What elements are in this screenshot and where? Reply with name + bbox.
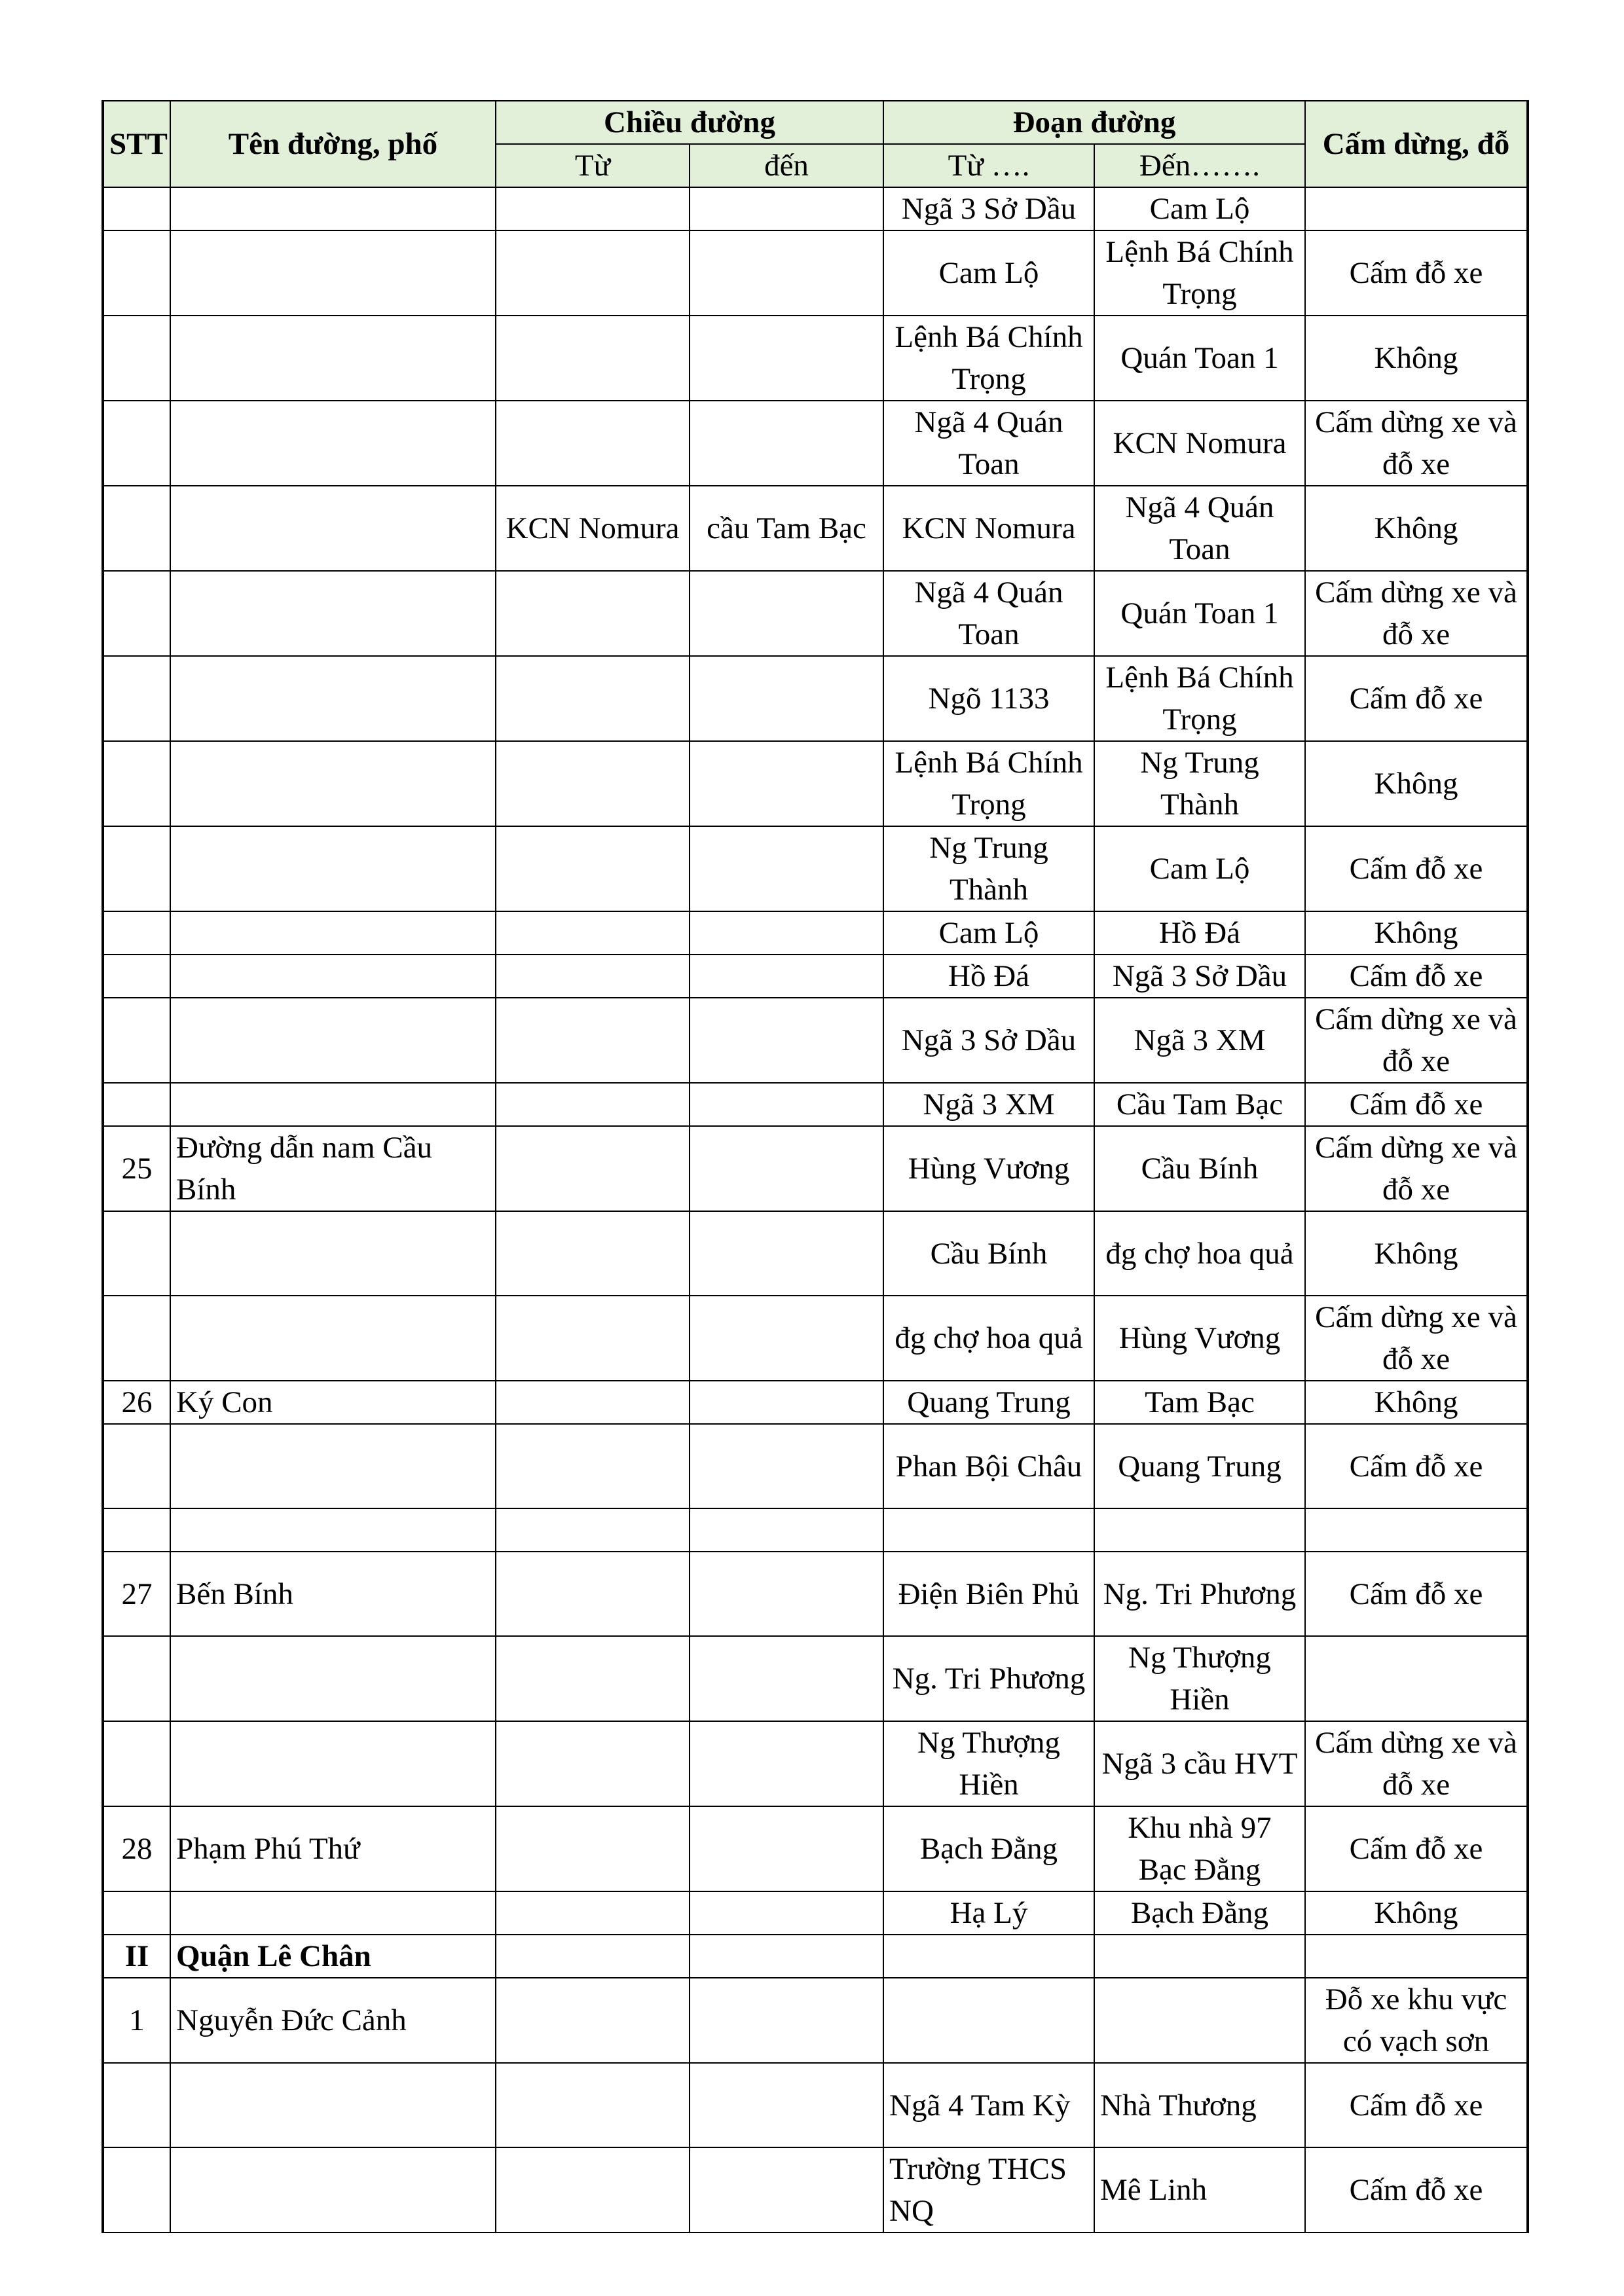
cell-segment-from: Ng Trung Thành xyxy=(883,826,1094,911)
cell-segment-from: Ngã 3 XM xyxy=(883,1083,1094,1126)
cell-segment-from: Quang Trung xyxy=(883,1381,1094,1424)
table-row xyxy=(103,187,1528,230)
cell-direction-to xyxy=(690,571,883,656)
cell-direction-to xyxy=(690,998,883,1083)
table-row xyxy=(103,1552,1528,1636)
cell-segment-from: Ng Thượng Hiền xyxy=(883,1721,1094,1806)
cell-segment-from: Hạ Lý xyxy=(883,1891,1094,1935)
cell-direction-from xyxy=(496,656,690,741)
table-body xyxy=(103,187,1528,2232)
cell-segment-to: Cầu Tam Bạc xyxy=(1094,1083,1305,1126)
cell-parking-ban: Không xyxy=(1305,1891,1528,1935)
table-row xyxy=(103,955,1528,998)
cell-direction-from xyxy=(496,1126,690,1211)
cell-segment-to: Ngã 4 Quán Toan xyxy=(1094,486,1305,571)
cell-stt xyxy=(103,1721,170,1806)
cell-direction-to xyxy=(690,1381,883,1424)
cell-segment-from: Lệnh Bá Chính Trọng xyxy=(883,316,1094,401)
cell-stt xyxy=(103,955,170,998)
cell-stt xyxy=(103,826,170,911)
cell-segment-from xyxy=(883,1978,1094,2063)
cell-direction-from xyxy=(496,741,690,826)
cell-segment-to: Cầu Bính xyxy=(1094,1126,1305,1211)
cell-direction-from xyxy=(496,911,690,955)
cell-segment-to: Bạch Đằng xyxy=(1094,1891,1305,1935)
cell-segment-to: đg chợ hoa quả xyxy=(1094,1211,1305,1296)
cell-parking-ban: Không xyxy=(1305,486,1528,571)
cell-direction-to xyxy=(690,1891,883,1935)
cell-stt xyxy=(103,1508,170,1552)
cell-segment-to: Ngã 3 Sở Dầu xyxy=(1094,955,1305,998)
table-row xyxy=(103,1211,1528,1296)
cell-direction-to xyxy=(690,316,883,401)
cell-parking-ban xyxy=(1305,187,1528,230)
cell-segment-to: Nhà Thương xyxy=(1094,2063,1305,2147)
cell-direction-to xyxy=(690,1211,883,1296)
cell-street-name xyxy=(170,230,496,316)
table-row xyxy=(103,1935,1528,1978)
cell-parking-ban: Cấm dừng xe và đỗ xe xyxy=(1305,1721,1528,1806)
cell-segment-to: KCN Nomura xyxy=(1094,401,1305,486)
cell-street-name: Bến Bính xyxy=(170,1552,496,1636)
cell-street-name xyxy=(170,955,496,998)
cell-direction-from xyxy=(496,1552,690,1636)
cell-street-name xyxy=(170,1636,496,1721)
table-row xyxy=(103,1891,1528,1935)
cell-stt xyxy=(103,230,170,316)
cell-segment-to: Quán Toan 1 xyxy=(1094,571,1305,656)
cell-segment-to: Quán Toan 1 xyxy=(1094,316,1305,401)
table-row xyxy=(103,1381,1528,1424)
cell-segment-from: Bạch Đằng xyxy=(883,1806,1094,1891)
table-row xyxy=(103,1721,1528,1806)
cell-segment-from xyxy=(883,1508,1094,1552)
cell-stt xyxy=(103,1636,170,1721)
cell-street-name xyxy=(170,998,496,1083)
cell-stt: II xyxy=(103,1935,170,1978)
cell-street-name xyxy=(170,1083,496,1126)
cell-direction-to xyxy=(690,826,883,911)
cell-direction-from xyxy=(496,571,690,656)
header-direction: Chiều đường xyxy=(496,101,883,144)
cell-segment-to: Ngã 3 cầu HVT xyxy=(1094,1721,1305,1806)
cell-direction-to xyxy=(690,187,883,230)
cell-segment-to: Tam Bạc xyxy=(1094,1381,1305,1424)
cell-direction-to xyxy=(690,1508,883,1552)
cell-segment-from: Hồ Đá xyxy=(883,955,1094,998)
cell-direction-to xyxy=(690,656,883,741)
cell-direction-to xyxy=(690,1552,883,1636)
header-direction-from: Từ xyxy=(496,144,690,187)
cell-stt: 1 xyxy=(103,1978,170,2063)
header-direction-to: đến xyxy=(690,144,883,187)
cell-stt xyxy=(103,656,170,741)
cell-street-name xyxy=(170,401,496,486)
cell-stt: 28 xyxy=(103,1806,170,1891)
cell-direction-from xyxy=(496,1978,690,2063)
cell-direction-from xyxy=(496,230,690,316)
cell-direction-to xyxy=(690,741,883,826)
cell-direction-to xyxy=(690,401,883,486)
table-row xyxy=(103,1296,1528,1381)
cell-parking-ban: Cấm đỗ xe xyxy=(1305,2147,1528,2232)
cell-street-name xyxy=(170,656,496,741)
table-row xyxy=(103,571,1528,656)
cell-direction-to xyxy=(690,1806,883,1891)
cell-segment-from: Ng. Tri Phương xyxy=(883,1636,1094,1721)
cell-segment-from: Ngã 3 Sở Dầu xyxy=(883,998,1094,1083)
cell-segment-to: Ng Trung Thành xyxy=(1094,741,1305,826)
cell-direction-from xyxy=(496,1211,690,1296)
header-stt: STT xyxy=(103,101,170,187)
cell-segment-to: Ngã 3 XM xyxy=(1094,998,1305,1083)
cell-direction-from xyxy=(496,1424,690,1508)
cell-stt xyxy=(103,401,170,486)
cell-street-name: Ký Con xyxy=(170,1381,496,1424)
header-segment-from: Từ …. xyxy=(883,144,1094,187)
cell-parking-ban: Không xyxy=(1305,911,1528,955)
cell-segment-from: Ngã 4 Tam Kỳ xyxy=(883,2063,1094,2147)
cell-parking-ban: Không xyxy=(1305,1381,1528,1424)
cell-street-name xyxy=(170,741,496,826)
table-row xyxy=(103,2063,1528,2147)
cell-direction-to: cầu Tam Bạc xyxy=(690,486,883,571)
cell-segment-from: đg chợ hoa quả xyxy=(883,1296,1094,1381)
cell-stt xyxy=(103,2147,170,2232)
cell-direction-from xyxy=(496,1806,690,1891)
table-row xyxy=(103,1508,1528,1552)
cell-street-name: Nguyễn Đức Cảnh xyxy=(170,1978,496,2063)
parking-regulation-table xyxy=(101,100,1529,2233)
cell-direction-from xyxy=(496,955,690,998)
cell-parking-ban: Cấm dừng xe và đỗ xe xyxy=(1305,401,1528,486)
cell-direction-to xyxy=(690,955,883,998)
cell-street-name xyxy=(170,826,496,911)
cell-parking-ban: Cấm dừng xe và đỗ xe xyxy=(1305,571,1528,656)
cell-street-name: Quận Lê Chân xyxy=(170,1935,496,1978)
cell-direction-to xyxy=(690,2147,883,2232)
cell-parking-ban: Cấm đỗ xe xyxy=(1305,1806,1528,1891)
cell-parking-ban: Cấm đỗ xe xyxy=(1305,656,1528,741)
cell-direction-to xyxy=(690,230,883,316)
cell-street-name xyxy=(170,571,496,656)
cell-segment-to: Ng Thượng Hiền xyxy=(1094,1636,1305,1721)
table-row xyxy=(103,826,1528,911)
cell-stt xyxy=(103,1296,170,1381)
cell-stt xyxy=(103,1891,170,1935)
cell-direction-from xyxy=(496,1296,690,1381)
cell-segment-to xyxy=(1094,1508,1305,1552)
cell-segment-to: Quang Trung xyxy=(1094,1424,1305,1508)
table-row xyxy=(103,1636,1528,1721)
cell-segment-from: KCN Nomura xyxy=(883,486,1094,571)
cell-segment-from: Hùng Vương xyxy=(883,1126,1094,1211)
cell-stt xyxy=(103,316,170,401)
cell-direction-from xyxy=(496,1935,690,1978)
cell-segment-from: Ngõ 1133 xyxy=(883,656,1094,741)
cell-parking-ban: Cấm đỗ xe xyxy=(1305,1083,1528,1126)
header-segment-to: Đến……. xyxy=(1094,144,1305,187)
cell-segment-from: Trường THCS NQ xyxy=(883,2147,1094,2232)
cell-segment-from: Điện Biên Phủ xyxy=(883,1552,1094,1636)
cell-street-name xyxy=(170,1296,496,1381)
cell-direction-to xyxy=(690,1636,883,1721)
cell-street-name xyxy=(170,1721,496,1806)
cell-parking-ban: Cấm đỗ xe xyxy=(1305,1424,1528,1508)
cell-segment-from: Ngã 3 Sở Dầu xyxy=(883,187,1094,230)
cell-parking-ban: Cấm đỗ xe xyxy=(1305,1552,1528,1636)
cell-parking-ban: Đỗ xe khu vực có vạch sơn xyxy=(1305,1978,1528,2063)
table-row xyxy=(103,656,1528,741)
cell-street-name: Đường dẫn nam Cầu Bính xyxy=(170,1126,496,1211)
cell-stt xyxy=(103,486,170,571)
header-parking-ban: Cấm dừng, đỗ xyxy=(1305,101,1528,187)
cell-stt xyxy=(103,2063,170,2147)
cell-street-name xyxy=(170,316,496,401)
cell-direction-to xyxy=(690,1978,883,2063)
table-row xyxy=(103,230,1528,316)
cell-stt xyxy=(103,1083,170,1126)
cell-direction-to xyxy=(690,1083,883,1126)
cell-parking-ban: Cấm đỗ xe xyxy=(1305,955,1528,998)
cell-direction-to xyxy=(690,911,883,955)
cell-direction-from xyxy=(496,1891,690,1935)
cell-segment-to xyxy=(1094,1935,1305,1978)
cell-street-name xyxy=(170,187,496,230)
cell-stt xyxy=(103,998,170,1083)
cell-street-name: Phạm Phú Thứ xyxy=(170,1806,496,1891)
cell-stt xyxy=(103,911,170,955)
table-row xyxy=(103,1126,1528,1211)
cell-stt xyxy=(103,1211,170,1296)
cell-street-name xyxy=(170,2147,496,2232)
table-row xyxy=(103,741,1528,826)
cell-direction-from xyxy=(496,826,690,911)
cell-direction-from xyxy=(496,1381,690,1424)
cell-segment-to: Cam Lộ xyxy=(1094,826,1305,911)
cell-stt: 25 xyxy=(103,1126,170,1211)
header-street-name: Tên đường, phố xyxy=(170,101,496,187)
cell-street-name xyxy=(170,1211,496,1296)
cell-stt: 26 xyxy=(103,1381,170,1424)
cell-parking-ban: Không xyxy=(1305,1211,1528,1296)
cell-stt xyxy=(103,571,170,656)
cell-stt xyxy=(103,741,170,826)
table-row xyxy=(103,998,1528,1083)
cell-parking-ban: Không xyxy=(1305,741,1528,826)
cell-segment-to: Khu nhà 97 Bạc Đằng xyxy=(1094,1806,1305,1891)
cell-segment-from: Cam Lộ xyxy=(883,230,1094,316)
cell-segment-from: Cam Lộ xyxy=(883,911,1094,955)
cell-segment-from: Cầu Bính xyxy=(883,1211,1094,1296)
cell-parking-ban xyxy=(1305,1935,1528,1978)
cell-segment-from: Lệnh Bá Chính Trọng xyxy=(883,741,1094,826)
cell-parking-ban: Không xyxy=(1305,316,1528,401)
cell-street-name xyxy=(170,1891,496,1935)
cell-direction-from xyxy=(496,1721,690,1806)
cell-segment-from xyxy=(883,1935,1094,1978)
cell-segment-from: Ngã 4 Quán Toan xyxy=(883,401,1094,486)
cell-street-name xyxy=(170,1424,496,1508)
cell-parking-ban: Cấm đỗ xe xyxy=(1305,2063,1528,2147)
cell-direction-from xyxy=(496,1083,690,1126)
cell-parking-ban: Cấm đỗ xe xyxy=(1305,230,1528,316)
cell-segment-to: Hồ Đá xyxy=(1094,911,1305,955)
cell-segment-to: Mê Linh xyxy=(1094,2147,1305,2232)
cell-direction-from xyxy=(496,187,690,230)
cell-parking-ban xyxy=(1305,1508,1528,1552)
cell-parking-ban: Cấm dừng xe và đỗ xe xyxy=(1305,1296,1528,1381)
table-row xyxy=(103,1424,1528,1508)
cell-segment-to: Lệnh Bá Chính Trọng xyxy=(1094,656,1305,741)
cell-direction-from: KCN Nomura xyxy=(496,486,690,571)
cell-direction-from xyxy=(496,1636,690,1721)
table-row xyxy=(103,1083,1528,1126)
cell-segment-to: Hùng Vương xyxy=(1094,1296,1305,1381)
cell-stt xyxy=(103,187,170,230)
cell-segment-to: Lệnh Bá Chính Trọng xyxy=(1094,230,1305,316)
cell-direction-from xyxy=(496,998,690,1083)
cell-segment-to: Cam Lộ xyxy=(1094,187,1305,230)
cell-direction-from xyxy=(496,2063,690,2147)
cell-street-name xyxy=(170,911,496,955)
table-row xyxy=(103,1978,1528,2063)
cell-street-name xyxy=(170,1508,496,1552)
cell-direction-from xyxy=(496,1508,690,1552)
table-row xyxy=(103,401,1528,486)
cell-direction-from xyxy=(496,2147,690,2232)
cell-direction-to xyxy=(690,1296,883,1381)
cell-direction-from xyxy=(496,401,690,486)
cell-parking-ban: Cấm đỗ xe xyxy=(1305,826,1528,911)
cell-direction-to xyxy=(690,1424,883,1508)
table-row xyxy=(103,911,1528,955)
cell-direction-to xyxy=(690,1126,883,1211)
cell-direction-to xyxy=(690,1935,883,1978)
cell-direction-to xyxy=(690,1721,883,1806)
cell-stt xyxy=(103,1424,170,1508)
table-row xyxy=(103,486,1528,571)
header-segment: Đoạn đường xyxy=(883,101,1305,144)
cell-direction-to xyxy=(690,2063,883,2147)
cell-street-name xyxy=(170,2063,496,2147)
cell-street-name xyxy=(170,486,496,571)
cell-parking-ban: Cấm dừng xe và đỗ xe xyxy=(1305,1126,1528,1211)
cell-segment-from: Ngã 4 Quán Toan xyxy=(883,571,1094,656)
table-row xyxy=(103,316,1528,401)
table-row xyxy=(103,2147,1528,2232)
cell-segment-from: Phan Bội Châu xyxy=(883,1424,1094,1508)
cell-direction-from xyxy=(496,316,690,401)
table-row xyxy=(103,1806,1528,1891)
cell-stt: 27 xyxy=(103,1552,170,1636)
cell-segment-to: Ng. Tri Phương xyxy=(1094,1552,1305,1636)
cell-parking-ban: Cấm dừng xe và đỗ xe xyxy=(1305,998,1528,1083)
cell-parking-ban xyxy=(1305,1636,1528,1721)
cell-segment-to xyxy=(1094,1978,1305,2063)
